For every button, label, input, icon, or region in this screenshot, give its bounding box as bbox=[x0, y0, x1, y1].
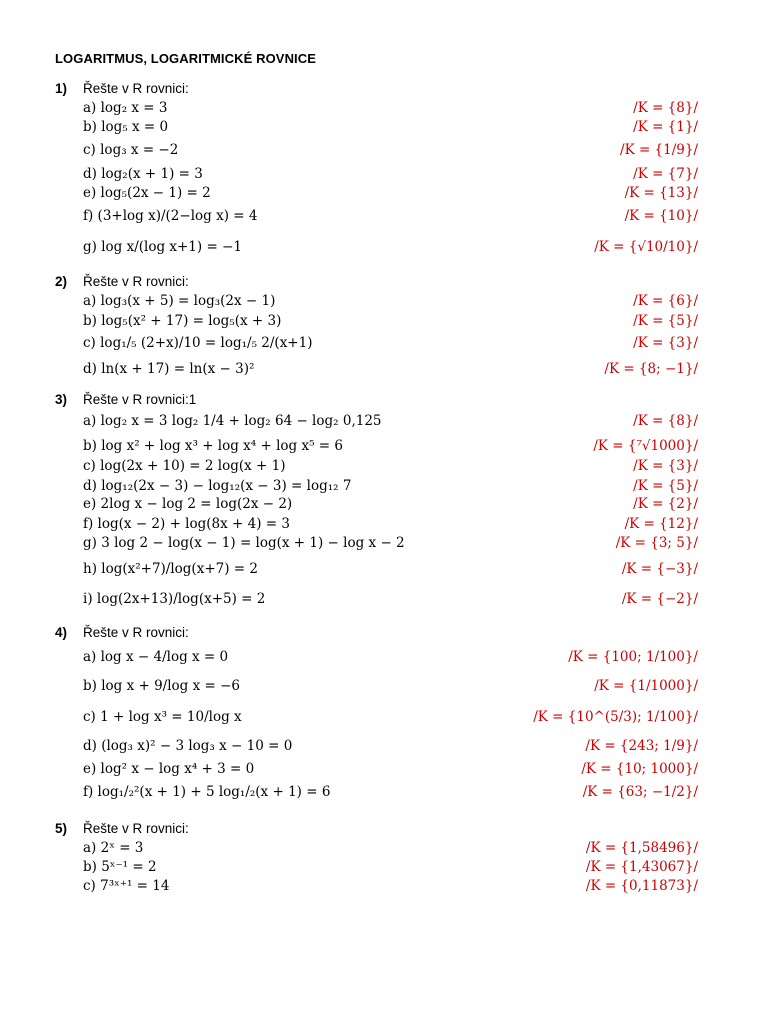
problem-equation: g) 3 log 2 − log(x − 1) = log(x + 1) − log x − 2 bbox=[83, 535, 405, 551]
answer-set: /K = {63; −1/2}/ bbox=[582, 784, 698, 800]
exercise-row bbox=[83, 206, 698, 226]
exercise-row bbox=[83, 237, 698, 257]
problem-equation: a) log₂ x = 3 log₂ 1/4 + log₂ 64 − log₂ 0,125 bbox=[83, 413, 382, 429]
problem-equation: e) 2log x − log 2 = log(2x − 2) bbox=[83, 496, 293, 512]
problem-equation: e) log² x − log x⁴ + 3 = 0 bbox=[83, 761, 255, 777]
answer-set: /K = {−2}/ bbox=[621, 591, 698, 607]
exercise-row bbox=[83, 291, 698, 311]
exercise-row bbox=[83, 514, 698, 534]
answer-set: /K = {13}/ bbox=[624, 185, 698, 201]
answer-set: /K = {⁷√1000}/ bbox=[593, 438, 698, 454]
exercise-row bbox=[83, 436, 698, 456]
problem-equation: b) log₅ x = 0 bbox=[83, 119, 169, 135]
exercise-row bbox=[83, 359, 698, 379]
exercise-row bbox=[83, 676, 698, 696]
answer-set: /K = {5}/ bbox=[633, 313, 698, 329]
problem-equation: c) log₁/₅ (2+x)/10 = log₁/₅ 2/(x+1) bbox=[83, 335, 313, 351]
problem-equation: d) (log₃ x)² − 3 log₃ x − 10 = 0 bbox=[83, 738, 293, 754]
exercise-row bbox=[83, 876, 698, 896]
answer-set: /K = {243; 1/9}/ bbox=[585, 738, 698, 754]
answer-set: /K = {100; 1/100}/ bbox=[568, 649, 698, 665]
section-heading: Řešte v R rovnici: bbox=[83, 81, 189, 96]
exercise-row bbox=[83, 311, 698, 331]
answer-set: /K = {8}/ bbox=[633, 100, 698, 116]
answer-set: /K = {3; 5}/ bbox=[615, 535, 698, 551]
exercise-row bbox=[83, 98, 698, 118]
answer-set: /K = {8; −1}/ bbox=[604, 361, 698, 377]
answer-set: /K = {0,11873}/ bbox=[585, 878, 698, 894]
answer-set: /K = {1}/ bbox=[633, 119, 698, 135]
exercise-row bbox=[83, 183, 698, 203]
problem-equation: e) log₅(2x − 1) = 2 bbox=[83, 185, 211, 201]
section-number: 2) bbox=[55, 274, 68, 289]
problem-equation: b) log₅(x² + 17) = log₅(x + 3) bbox=[83, 313, 282, 329]
exercise-row bbox=[83, 476, 698, 496]
problem-equation: f) log₁/₂²(x + 1) + 5 log₁/₂(x + 1) = 6 bbox=[83, 784, 331, 800]
answer-set: /K = {7}/ bbox=[633, 166, 698, 182]
exercise-row bbox=[83, 838, 698, 858]
exercise-row bbox=[83, 456, 698, 476]
answer-set: /K = {1,43067}/ bbox=[585, 859, 698, 875]
problem-equation: i) log(2x+13)/log(x+5) = 2 bbox=[83, 591, 266, 607]
exercise-row bbox=[83, 647, 698, 667]
exercise-row bbox=[83, 140, 698, 160]
problem-equation: c) 1 + log x³ = 10/log x bbox=[83, 709, 242, 725]
answer-set: /K = {6}/ bbox=[633, 293, 698, 309]
exercise-row bbox=[83, 857, 698, 877]
exercise-row bbox=[83, 707, 698, 727]
exercise-row bbox=[83, 782, 698, 802]
problem-equation: d) log₂(x + 1) = 3 bbox=[83, 166, 203, 182]
exercise-row bbox=[83, 559, 698, 579]
exercise-row bbox=[83, 533, 698, 553]
answer-set: /K = {−3}/ bbox=[621, 561, 698, 577]
problem-equation: d) log₁₂(2x − 3) − log₁₂(x − 3) = log₁₂ 7 bbox=[83, 478, 352, 494]
answer-set: /K = {10; 1000}/ bbox=[581, 761, 698, 777]
answer-set: /K = {2}/ bbox=[633, 496, 698, 512]
answer-set: /K = {8}/ bbox=[633, 413, 698, 429]
section-heading: Řešte v R rovnici: bbox=[83, 274, 189, 289]
answer-set: /K = {10}/ bbox=[624, 208, 698, 224]
page-title: LOGARITMUS, LOGARITMICKÉ ROVNICE bbox=[55, 51, 317, 66]
exercise-row bbox=[83, 411, 698, 431]
section-number: 4) bbox=[55, 625, 68, 640]
exercise-row bbox=[83, 589, 698, 609]
problem-equation: c) log(2x + 10) = 2 log(x + 1) bbox=[83, 458, 286, 474]
answer-set: /K = {1,58496}/ bbox=[585, 840, 698, 856]
problem-equation: b) log x² + log x³ + log x⁴ + log x⁵ = 6 bbox=[83, 438, 343, 454]
section-heading: Řešte v R rovnici: bbox=[83, 821, 189, 836]
problem-equation: g) log x/(log x+1) = −1 bbox=[83, 239, 242, 255]
problem-equation: f) log(x − 2) + log(8x + 4) = 3 bbox=[83, 516, 290, 532]
problem-equation: d) ln(x + 17) = ln(x − 3)² bbox=[83, 361, 255, 377]
problem-equation: a) log₂ x = 3 bbox=[83, 100, 168, 116]
exercise-row bbox=[83, 494, 698, 514]
section-heading: Řešte v R rovnici:1 bbox=[83, 392, 197, 407]
answer-set: /K = {5}/ bbox=[633, 478, 698, 494]
problem-equation: c) log₃ x = −2 bbox=[83, 142, 179, 158]
problem-equation: a) log₃(x + 5) = log₃(2x − 1) bbox=[83, 293, 276, 309]
answer-set: /K = {10^(5/3); 1/100}/ bbox=[533, 709, 698, 725]
answer-set: /K = {12}/ bbox=[624, 516, 698, 532]
problem-equation: c) 7³ˣ⁺¹ = 14 bbox=[83, 878, 170, 894]
section-number: 3) bbox=[55, 392, 68, 407]
problem-equation: f) (3+log x)/(2−log x) = 4 bbox=[83, 208, 258, 224]
answer-set: /K = {1/9}/ bbox=[620, 142, 698, 158]
exercise-row bbox=[83, 117, 698, 137]
exercise-row bbox=[83, 736, 698, 756]
answer-set: /K = {1/1000}/ bbox=[594, 678, 698, 694]
section-number: 1) bbox=[55, 81, 68, 96]
problem-equation: b) 5ˣ⁻¹ = 2 bbox=[83, 859, 157, 875]
answer-set: /K = {3}/ bbox=[633, 335, 698, 351]
problem-equation: a) 2ˣ = 3 bbox=[83, 840, 144, 856]
problem-equation: b) log x + 9/log x = −6 bbox=[83, 678, 241, 694]
problem-equation: h) log(x²+7)/log(x+7) = 2 bbox=[83, 561, 258, 577]
problem-equation: a) log x − 4/log x = 0 bbox=[83, 649, 229, 665]
exercise-row bbox=[83, 164, 698, 184]
exercise-row bbox=[83, 759, 698, 779]
exercise-row bbox=[83, 333, 698, 353]
section-number: 5) bbox=[55, 821, 68, 836]
section-heading: Řešte v R rovnici: bbox=[83, 625, 189, 640]
answer-set: /K = {√10/10}/ bbox=[594, 239, 698, 255]
answer-set: /K = {3}/ bbox=[633, 458, 698, 474]
